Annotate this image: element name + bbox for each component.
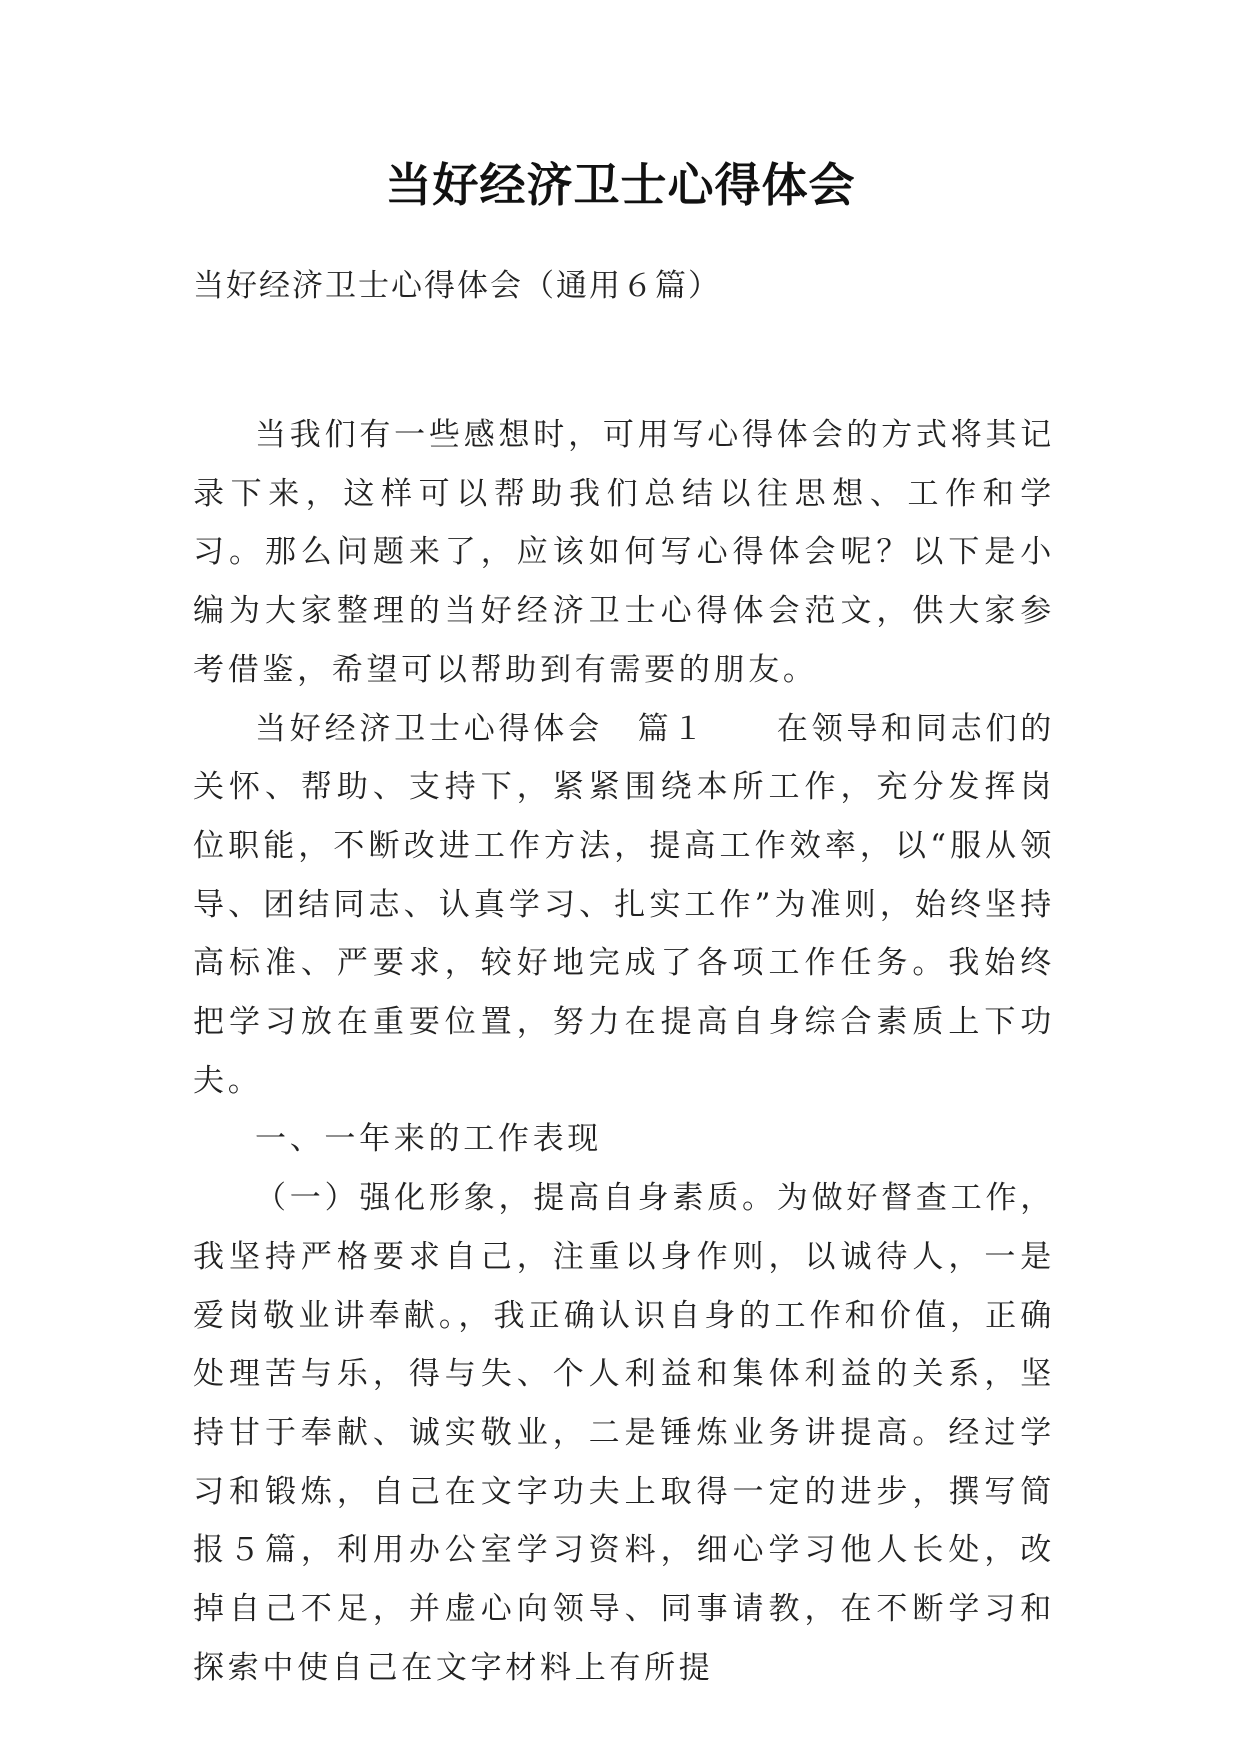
article-1-paragraph: 当好经济卫士心得体会 篇１ 在领导和同志们的关怀、帮助、支持下，紧紧围绕本所工作，充分发挥岗位职能，不断改进工作方法，提高工作效率，以“服从领导、团结同志、认真学习、扎实工作”为准则，始终坚持高标准、严要求，较好地完成了各项工作任务。我始终把学习放在重要位置，努力在提高自身综合素质上下功夫。 xyxy=(193,710,1055,1099)
document-title: 当好经济卫士心得体会 xyxy=(385,158,856,212)
document-body xyxy=(193,406,1055,1697)
section-heading: 一、一年来的工作表现 xyxy=(255,1121,602,1158)
subsection-paragraph: （一）强化形象，提高自身素质。为做好督查工作，我坚持严格要求自己，注重以身作则，以诚待人，一是爱岗敬业讲奉献。，我正确认识自身的工作和价值，正确处理苦与乐，得与失、个人利益和集体利益的关系，坚持甘于奉献、诚实敬业，二是锤炼业务讲提高。经过学习和锻炼，自己在文字功夫上取得一定的进步，撰写简报５篇，利用办公室学习资料，细心学习他人长处，改掉自己不足，并虚心向领导、同事请教，在不断学习和探索中使自己在文字材料上有所提 xyxy=(193,1180,1055,1686)
document-subtitle: 当好经济卫士心得体会（通用６篇） xyxy=(193,268,721,304)
intro-paragraph: 当我们有一些感想时，可用写心得体会的方式将其记录下来，这样可以帮助我们总结以往思想、工作和学习。那么问题来了，应该如何写心得体会呢？以下是小编为大家整理的当好经济卫士心得体会范文，供大家参考借鉴，希望可以帮助到有需要的朋友。 xyxy=(193,417,1055,688)
